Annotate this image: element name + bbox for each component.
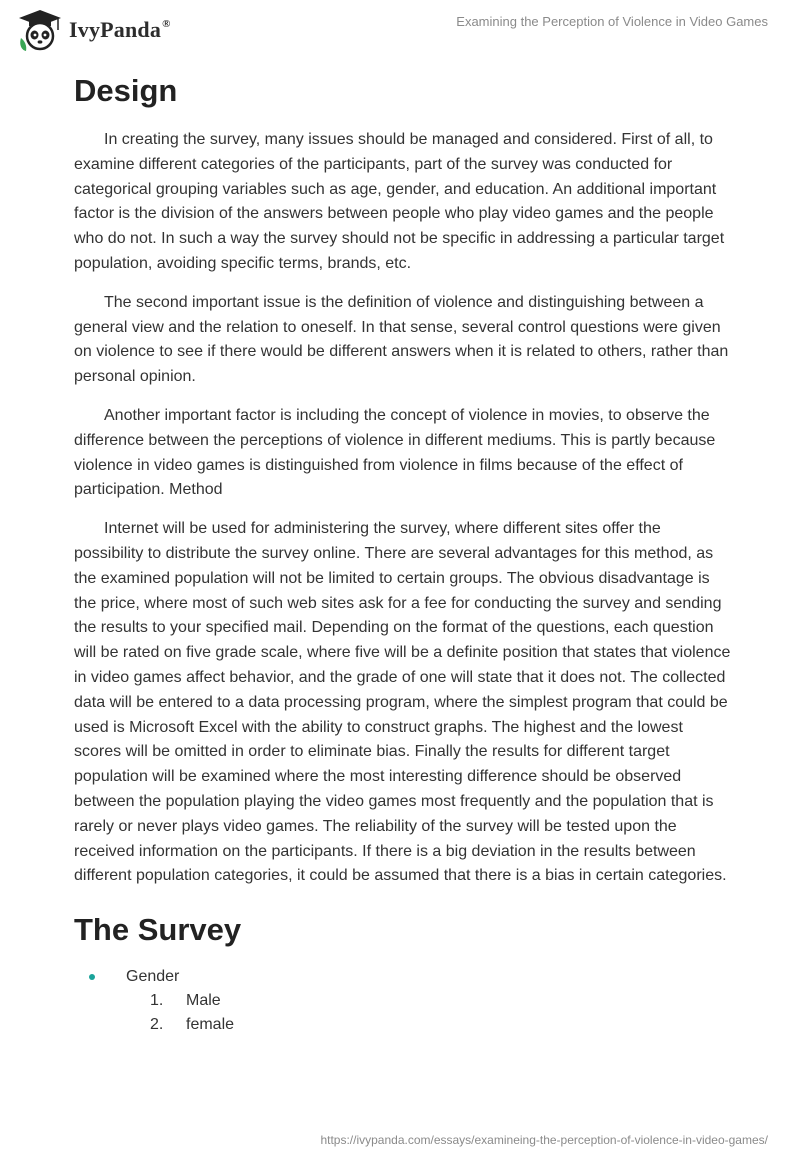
option-text: Male xyxy=(186,992,221,1010)
panda-graduation-cap-icon xyxy=(17,8,63,52)
survey-options xyxy=(126,989,734,1037)
brand-name: IvyPanda® xyxy=(69,17,171,42)
document-title: Examining the Perception of Violence in Video Games xyxy=(456,14,768,29)
paragraph: Another important factor is including the concept of violence in movies, to observe the difference between the perceptions of violence in different mediums. This is partly because violence in video games is distinguished from violence in films because of the effect of participation. Method xyxy=(74,406,716,499)
page-header xyxy=(0,0,800,60)
paragraph: In creating the survey, many issues should be managed and considered. First of all, to examine different categories of the participants, part of the survey was conducted for categorical grouping variables such as age, gender, and education. An additional important factor is the division of the answers between people who play video games and the people who do not. In such a way the survey should not be specific in addressing a particular target population, avoiding specific terms, brands, etc. xyxy=(74,131,725,272)
option-number: 2. xyxy=(150,1016,164,1034)
survey-item-label: Gender xyxy=(126,968,180,986)
essay-content xyxy=(74,72,734,1037)
survey-option xyxy=(126,1013,734,1037)
paragraph: Internet will be used for administering the survey, where different sites offer the possibility to distribute the survey online. There are several advantages for this method, as the examined population will not be limited to certain groups. The obvious disadvantage is the price, where most of such web sites ask for a fee for conducting the survey and sending the results to your specified mail. Depending on the format of the questions, each question will be rated on five grade scale, where five will be a definite position that states that violence in video games affect behavior, and the grade of one will state that it does not. The collected data will be entered to a data processing program, where the simplest program that could be used is Microsoft Excel with the ability to construct graphs. The highest and the lowest scores will be omitted in order to eliminate bias. Finally the results for different target population will be examined where the most interesting difference should be observed between the population playing the video games most frequently and the population that is rarely or never plays video games. The reliability of the survey will be tested upon the received information on the participants. If there is a big deviation in the results between different population categories, it could be assumed that there is a bias in certain categories. xyxy=(74,520,731,885)
design-heading: Design xyxy=(74,73,178,108)
paragraph: The second important issue is the definition of violence and distinguishing between a general view and the relation to oneself. In that sense, several control questions were given on violence to see if there would be different answers when it is related to others, rather than personal opinion. xyxy=(74,293,729,386)
survey-list xyxy=(74,965,734,1037)
survey-item xyxy=(74,965,734,1037)
bullet-icon xyxy=(89,974,95,980)
survey-option xyxy=(126,989,734,1013)
survey-heading: The Survey xyxy=(74,912,242,948)
option-text: female xyxy=(186,1016,235,1034)
source-url[interactable]: https://ivypanda.com/essays/examineing-the-perception-of-violence-in-video-games/ xyxy=(320,1133,768,1147)
ivypanda-logo[interactable] xyxy=(17,8,217,52)
option-number: 1. xyxy=(150,992,164,1010)
